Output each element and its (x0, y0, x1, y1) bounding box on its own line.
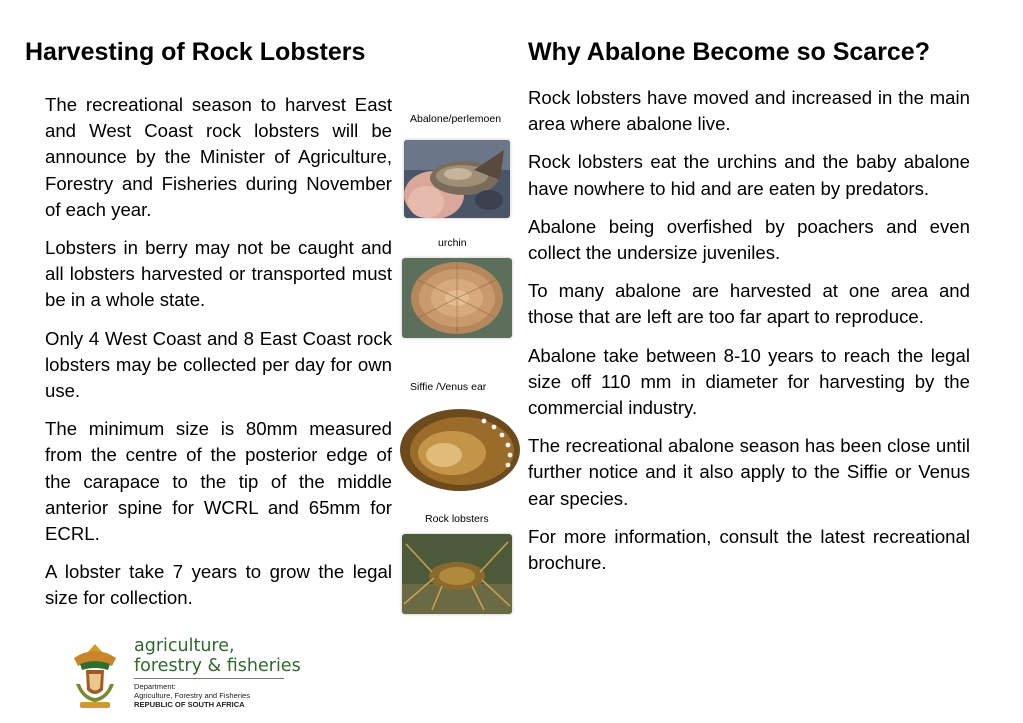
lobster-photo (402, 534, 512, 614)
abalone-caption: Abalone/perlemoen (410, 113, 502, 125)
left-paragraph: A lobster take 7 years to grow the legal size for collection. (45, 561, 392, 609)
logo-line-1: agriculture, (134, 636, 235, 656)
right-paragraph: Rock lobsters eat the urchins and the baby abalone have nowhere to hid and are eaten by predators. (528, 151, 970, 199)
siffie-caption: Siffie /Venus ear (410, 381, 487, 393)
right-paragraph: For more information, consult the latest recreational brochure. (528, 525, 970, 574)
urchin-photo (402, 258, 512, 338)
right-paragraph: The recreational abalone season has been close until further notice and it also apply to the Siffie or Venus ear species. (528, 435, 970, 509)
left-column (45, 92, 392, 624)
coat-of-arms-icon (66, 640, 124, 712)
lobster-caption: Rock lobsters (425, 513, 489, 525)
logo-country: REPUBLIC OF SOUTH AFRICA (134, 700, 245, 709)
siffie-photo (398, 407, 522, 493)
right-paragraph: Rock lobsters have moved and increased in the main area where abalone live. (528, 87, 970, 135)
left-paragraph: The minimum size is 80mm measured from the centre of the posterior edge of the carapace to the tip of the middle anterior spine for WCRL and 65mm for ECRL. (45, 418, 392, 545)
right-paragraph: Abalone take between 8-10 years to reach the legal size off 110 mm in diameter for harvesting by the commercial industry. (528, 344, 970, 419)
logo-line-2: forestry & fisheries (134, 656, 301, 676)
left-paragraph: The recreational season to harvest East and West Coast rock lobsters will be announce by the Minister of Agriculture, Forestry and Fisheries during November of each year. (45, 94, 392, 220)
left-paragraph: Lobsters in berry may not be caught and all lobsters harvested or transported must be in a whole state. (45, 237, 392, 311)
logo-divider (134, 678, 284, 679)
logo-dept-label: Department: (134, 682, 176, 691)
abalone-photo (404, 140, 510, 218)
logo-dept-name: Agriculture, Forestry and Fisheries (134, 691, 251, 700)
left-heading: Harvesting of Rock Lobsters (25, 38, 366, 66)
department-logo (66, 636, 301, 716)
right-column (528, 85, 970, 588)
right-paragraph: Abalone being overfished by poachers and even collect the undersize juveniles. (528, 215, 970, 264)
right-paragraph: To many abalone are harvested at one area and those that are left are too far apart to reproduce. (528, 280, 970, 328)
urchin-caption: urchin (438, 237, 467, 249)
right-heading: Why Abalone Become so Scarce? (528, 38, 930, 66)
left-paragraph: Only 4 West Coast and 8 East Coast rock lobsters may be collected per day for own use. (45, 327, 392, 402)
